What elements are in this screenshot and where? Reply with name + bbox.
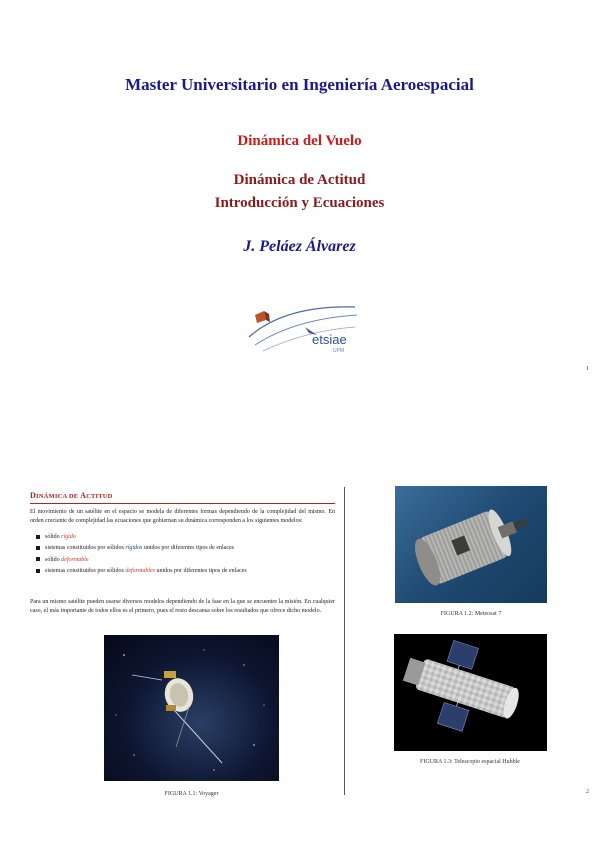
bullet-icon xyxy=(36,535,40,539)
list-item: sólido rígido xyxy=(36,532,336,543)
figure-caption: FIGURA 1.3: Telescopio espacial Hubble xyxy=(420,759,520,765)
section-heading: DINÁMICA DE ACTITUD xyxy=(30,491,113,500)
closing-paragraph: Para un mismo satélite pueden usarse diversos modelos dependiendo de la fase en la que se encuentre la misión. En cualquier caso, el más importante de todos ellos es el primero, pues el resto descansa sobre los resultados que ofrece dicho modelo. xyxy=(30,599,335,614)
intro-paragraph: El movimiento de un satélite en el espacio se modela de diferentes formas dependiendo de la complejidad del mismo. En orden creciente de complejidad las ecuaciones que gobiernan su dinámica corresponden a los siguientes modelos: xyxy=(30,509,335,524)
logo-text: etsiae xyxy=(312,332,347,347)
voyager-image xyxy=(104,635,279,781)
content-slide xyxy=(0,424,599,848)
heading-rule xyxy=(30,503,335,504)
hubble-image xyxy=(394,634,547,751)
list-item: sistemas constituidos por sólidos deformables unidos por diferentes tipos de enlaces xyxy=(36,566,336,577)
bullet-icon xyxy=(36,557,40,561)
list-item: sólido deformable xyxy=(36,555,336,566)
bullet-icon xyxy=(36,569,40,573)
figure-caption: FIGURA 1.1: Voyager xyxy=(164,791,219,797)
logo-subtext: UPM xyxy=(333,348,345,354)
author-name: J. Peláez Álvarez xyxy=(243,238,356,255)
model-list xyxy=(36,532,336,577)
meteosat-image xyxy=(395,486,547,603)
course-title: Dinámica del Vuelo xyxy=(237,133,362,149)
page-number: 2 xyxy=(586,789,589,795)
etsiae-logo xyxy=(245,297,365,359)
bullet-icon xyxy=(36,546,40,550)
column-divider xyxy=(344,487,345,795)
page-number: 1 xyxy=(586,366,589,372)
list-item: sistemas constituidos por sólidos rígidos unidos por diferentes tipos de enlaces xyxy=(36,543,336,554)
program-title: Master Universitario en Ingeniería Aeroespacial xyxy=(125,75,474,94)
lecture-subtitle: Introducción y Ecuaciones xyxy=(214,195,385,211)
figure-caption: FIGURA 1.2: Meteosat 7 xyxy=(440,611,502,617)
lecture-title: Dinámica de Actitud xyxy=(233,172,366,188)
